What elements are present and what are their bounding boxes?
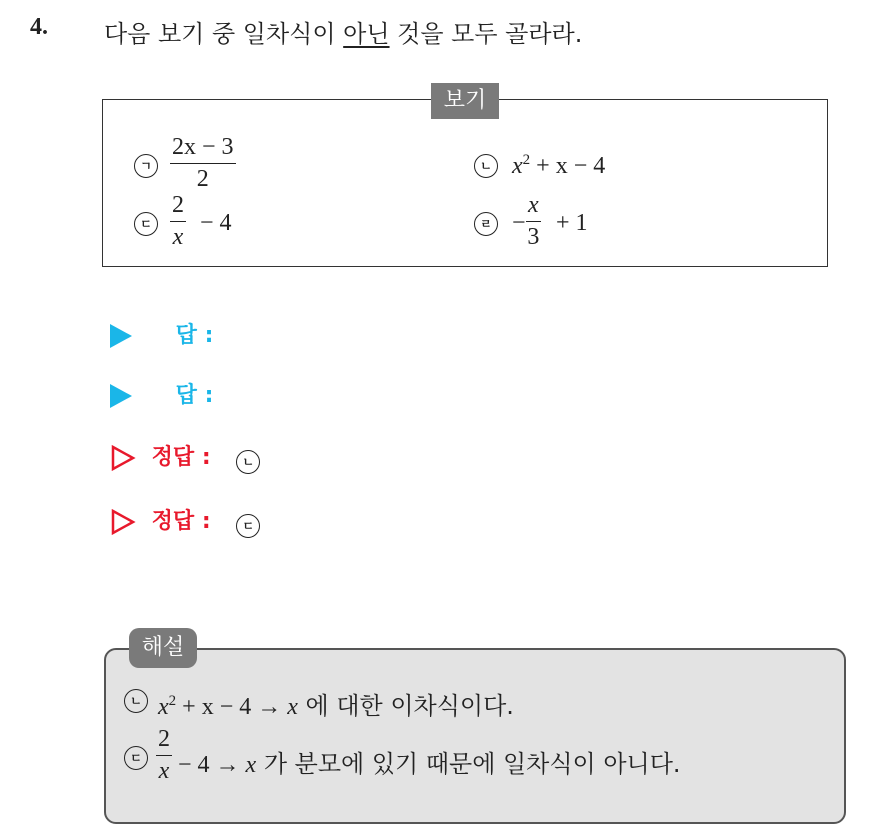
explanation-line-2-text: 가 분모에 있기 때문에 일차식이 아니다. bbox=[256, 750, 681, 778]
item-digeut-rest: − 4 bbox=[200, 210, 232, 236]
answer-value-3: ㄴ bbox=[236, 450, 260, 474]
marker-digeut: ㄷ bbox=[134, 212, 158, 236]
explanation-line-2-numerator: 2 bbox=[156, 726, 172, 756]
item-nieun-rest: + x − 4 bbox=[530, 153, 606, 179]
explanation-marker-1: ㄴ bbox=[124, 689, 148, 713]
outline-triangle-icon bbox=[110, 509, 136, 535]
item-nieun-base: x bbox=[512, 153, 523, 179]
explanation-line-1-text: 에 대한 이차식이다. bbox=[297, 692, 514, 720]
explanation-line-2-rest: − 4 → bbox=[178, 752, 246, 778]
marker-nieun: ㄴ bbox=[474, 154, 498, 178]
explanation-line-2-var: x bbox=[245, 752, 257, 778]
explanation-marker-2: ㄷ bbox=[124, 746, 148, 770]
item-digeut-denominator: x bbox=[172, 224, 184, 250]
answer-label-1: 답 : bbox=[175, 323, 214, 348]
answer-label-3: 정답 : bbox=[151, 445, 211, 470]
explanation-line-1-rest: + x − 4 → bbox=[176, 694, 288, 720]
bogi-label: 보기 bbox=[431, 83, 499, 119]
answer-row-2 bbox=[110, 378, 225, 409]
marker-giyeok: ㄱ bbox=[134, 154, 158, 178]
item-rieul-numerator: x bbox=[526, 192, 541, 222]
answer-row-3 bbox=[110, 440, 260, 472]
explanation-line-2 bbox=[178, 744, 681, 779]
item-giyeok-denominator: 2 bbox=[196, 166, 209, 192]
item-nieun-exponent: 2 bbox=[522, 152, 531, 168]
explanation-line-1-exponent: 2 bbox=[168, 693, 177, 709]
question-text-before: 다음 보기 중 일차식이 bbox=[104, 20, 344, 48]
answer-label-2: 답 : bbox=[175, 383, 214, 408]
question-text-underlined: 아닌 bbox=[343, 20, 390, 48]
item-digeut-fraction bbox=[170, 192, 186, 251]
question-number: 4. bbox=[30, 14, 48, 40]
answer-value-4: ㄷ bbox=[236, 514, 260, 538]
play-triangle-icon bbox=[110, 384, 132, 408]
item-rieul-fraction bbox=[526, 192, 541, 251]
item-rieul-denominator: 3 bbox=[527, 224, 540, 250]
outline-triangle-icon bbox=[110, 445, 136, 471]
explanation-line-2-denominator: x bbox=[158, 758, 170, 784]
explanation-line-1-base: x bbox=[158, 694, 169, 720]
item-nieun-expression bbox=[512, 152, 605, 180]
question-text-after: 것을 모두 골라라. bbox=[389, 20, 583, 48]
item-giyeok-fraction bbox=[170, 134, 236, 193]
explanation-label: 해설 bbox=[129, 628, 197, 668]
explanation-line-2-fraction bbox=[156, 726, 172, 785]
answer-label-4: 정답 : bbox=[151, 509, 211, 534]
item-digeut-numerator: 2 bbox=[170, 192, 186, 222]
question-text bbox=[104, 14, 582, 49]
explanation-line-1 bbox=[158, 686, 514, 721]
item-rieul-sign: − bbox=[512, 210, 526, 236]
answer-row-4 bbox=[110, 504, 260, 536]
play-triangle-icon bbox=[110, 324, 132, 348]
explanation-line-1-var: x bbox=[287, 694, 298, 720]
explanation-box bbox=[104, 648, 846, 824]
item-rieul-rest: + 1 bbox=[556, 210, 588, 236]
marker-rieul: ㄹ bbox=[474, 212, 498, 236]
answer-row-1 bbox=[110, 318, 225, 349]
item-giyeok-numerator: 2x − 3 bbox=[170, 134, 236, 164]
